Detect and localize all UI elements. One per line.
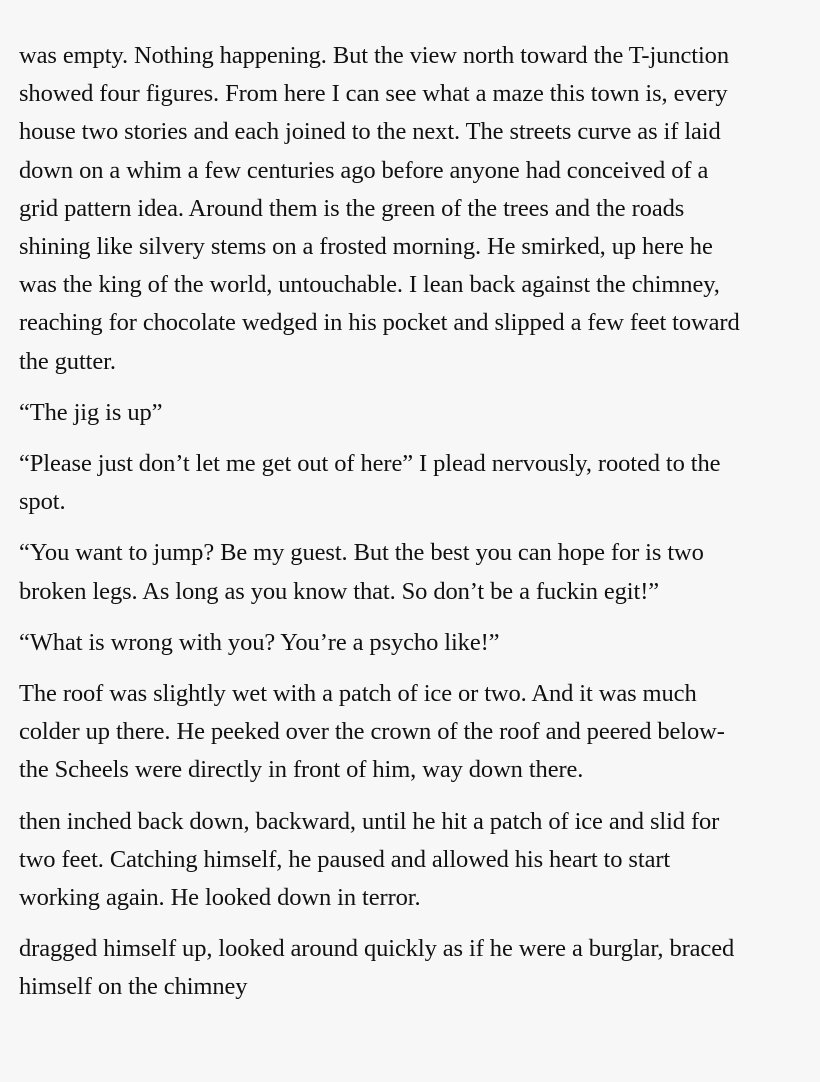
paragraph-6 [19, 675, 806, 790]
text-line: grid pattern idea. Around them is the green of the trees and the roads [19, 194, 685, 222]
text-line: was empty. Nothing happening. But the view north toward the T-junction [19, 42, 729, 69]
paragraph-7 [19, 803, 806, 918]
text-line: house two stories and each joined to the next. The streets curve as if laid [19, 118, 721, 146]
text-line: spot. [19, 488, 66, 516]
text-line: two feet. Catching himself, he paused and allowed his heart to start [19, 845, 671, 873]
text-line: colder up there. He peeked over the crown of the roof and peered below- [19, 718, 725, 746]
text-line: the gutter. [19, 347, 116, 375]
text-line: “The jig is up” [19, 398, 163, 426]
text-line: then inched back down, backward, until he hit a patch of ice and slid for [19, 807, 720, 835]
text-line: broken legs. As long as you know that. So don’t be a fuckin egit!” [19, 577, 660, 605]
text-line: down on a whim a few centuries ago before anyone had conceived of a [19, 156, 709, 184]
text-line: himself on the chimney [19, 973, 248, 1001]
text-line: “What is wrong with you? You’re a psycho like!” [19, 628, 500, 656]
text-line: the Scheels were directly in front of him, way down there. [19, 756, 584, 784]
paragraph-2 [19, 394, 806, 432]
text-line: reaching for chocolate wedged in his pocket and slipped a few feet toward [19, 309, 740, 337]
text-line: shining like silvery stems on a frosted morning. He smirked, up here he [19, 233, 713, 261]
text-line: “You want to jump? Be my guest. But the best you can hope for is two [19, 539, 704, 567]
text-line: dragged himself up, looked around quickly as if he were a burglar, braced [19, 935, 735, 963]
text-line: showed four figures. From here I can see what a maze this town is, every [19, 80, 728, 108]
paragraph-1 [19, 37, 806, 381]
text-line: “Please just don’t let me get out of here” I plead nervously, rooted to the [19, 450, 721, 478]
paragraph-3 [19, 445, 806, 521]
text-line: was the king of the world, untouchable. I lean back against the chimney, [19, 271, 720, 299]
paragraph-4 [19, 534, 806, 610]
paragraph-8 [19, 930, 806, 1006]
text-line: The roof was slightly wet with a patch of ice or two. And it was much [19, 680, 697, 708]
paragraph-5 [19, 624, 806, 662]
text-line: working again. He looked down in terror. [19, 884, 421, 912]
